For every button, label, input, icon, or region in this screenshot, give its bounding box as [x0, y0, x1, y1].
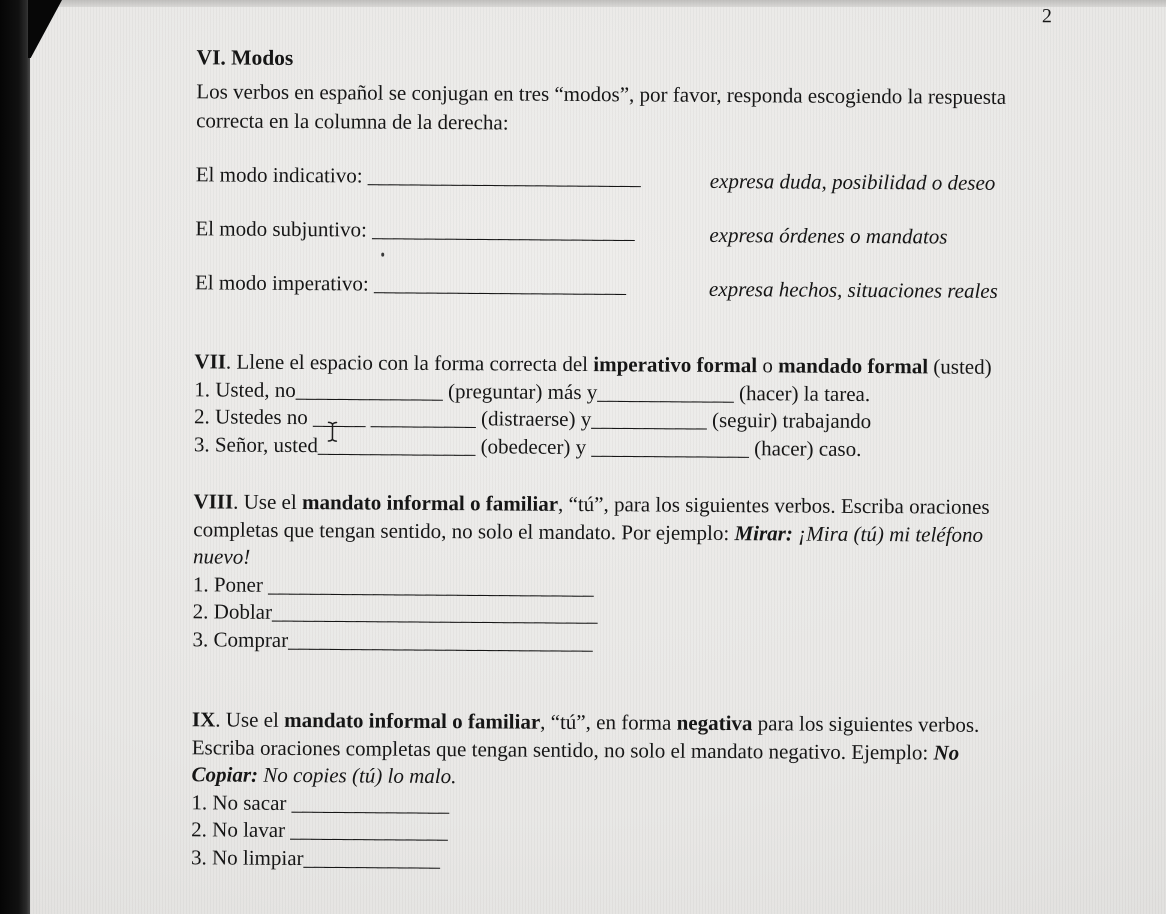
worksheet-item: [194, 431, 1032, 464]
blank-line[interactable]: __________________________: [367, 163, 641, 190]
text-segment: VIII: [193, 489, 234, 514]
text-segment: , “tú”, para los siguientes verbos. Escriba oraciones completas que tengan sentido, no solo el mandato. Por ejemplo:: [193, 491, 990, 545]
text-segment: o: [757, 353, 779, 378]
text-cursor-icon: [326, 421, 339, 442]
mode-row-imperativo: [195, 269, 1033, 302]
blank-line[interactable]: _______________________________: [268, 572, 594, 599]
text-segment: . Use el: [215, 707, 285, 732]
text-segment: 3. No limpiar: [190, 844, 304, 870]
mode-answer: expresa órdenes o mandatos: [709, 222, 948, 249]
text-segment: 1. Poner: [192, 571, 269, 597]
mode-row-indicativo: [196, 161, 1034, 194]
blank-line[interactable]: _______________: [591, 434, 749, 460]
page-number: 2: [1041, 5, 1052, 28]
text-segment: No Copiar:: [191, 739, 960, 787]
text-segment: 2. Doblar: [192, 599, 273, 624]
mode-row-subjuntivo: [195, 215, 1033, 248]
text-segment: No copies (tú) lo malo.: [258, 762, 457, 789]
text-segment: 1. No sacar: [191, 789, 292, 815]
text-segment: , “tú”, en forma: [540, 709, 677, 735]
text-segment: (usted): [928, 354, 992, 379]
text-segment: imperativo formal: [593, 352, 758, 378]
blank-line[interactable]: ___________: [591, 407, 707, 432]
text-segment: mandato informal o familiar: [284, 707, 541, 734]
section-ix: [191, 706, 1030, 877]
blank-line[interactable]: _____: [312, 405, 366, 430]
text-segment: mandato informal o familiar: [301, 490, 559, 516]
text-segment: (distraerse) y: [475, 406, 592, 432]
mode-answer: expresa hechos, situaciones reales: [708, 276, 998, 303]
blank-line[interactable]: _____________: [303, 845, 441, 871]
text-segment: 2. Ustedes no: [194, 404, 314, 430]
blank-line[interactable]: _____________: [597, 379, 734, 405]
blank-line[interactable]: ________________________: [373, 271, 627, 298]
section-viii-heading: [193, 488, 1032, 576]
worksheet-content: [191, 43, 1035, 877]
text-segment: ¡Mira (tú) mi teléfono nuevo!: [193, 520, 984, 569]
text-segment: VII: [194, 349, 227, 374]
text-segment: . Use el: [233, 489, 303, 515]
section-viii: [192, 488, 1031, 659]
text-segment: Mirar:: [734, 520, 793, 545]
blank-line[interactable]: _______________: [317, 432, 476, 458]
text-segment: 1. Usted, no: [194, 376, 296, 402]
text-segment: negativa: [676, 710, 753, 736]
blank-line[interactable]: _______________: [291, 790, 450, 816]
text-segment: (hacer) la tarea.: [733, 380, 871, 406]
section-vi-title: VI. Modos: [196, 45, 294, 70]
blank-line[interactable]: _______________: [290, 817, 448, 844]
text-segment: (hacer) caso.: [748, 435, 862, 461]
text-segment: IX: [191, 707, 216, 732]
blank-line[interactable]: ______________: [295, 377, 443, 403]
blank-line[interactable]: _____________________________: [288, 627, 593, 654]
text-segment: (obedecer) y: [475, 433, 592, 459]
section-vi-intro: Los verbos en español se conjugan en tres “modos”, por favor, responda escogiendo la respuesta correcta en la columna de la derecha:: [196, 79, 1007, 134]
text-segment: (seguir) trabajando: [706, 407, 872, 434]
mode-label: El modo imperativo:: [194, 270, 375, 296]
worksheet-item: [192, 626, 1030, 659]
mode-label: El modo subjuntivo:: [195, 216, 373, 242]
text-segment: mandado formal: [778, 353, 929, 379]
text-segment: 2. No lavar: [191, 817, 291, 842]
section-ix-heading: [191, 706, 1030, 794]
text-segment: para los siguientes verbos. Escriba oraciones completas que tengan sentido, no solo el mandato negativo. Ejemplo:: [191, 711, 980, 764]
text-segment: (preguntar) más y: [442, 378, 598, 404]
ink-speck: [381, 253, 384, 257]
section-vii: [194, 348, 1033, 464]
blank-line[interactable]: _______________________________: [271, 599, 598, 627]
blank-line[interactable]: __________: [370, 405, 476, 431]
blank-line[interactable]: _________________________: [372, 217, 635, 244]
mode-label: El modo indicativo:: [195, 162, 368, 188]
text-segment: 3. Señor, usted: [193, 431, 318, 457]
text-segment: . Llene el espacio con la forma correcta del: [225, 349, 594, 377]
mode-answer: expresa duda, posibilidad o deseo: [709, 168, 996, 195]
worksheet-item: [191, 844, 1029, 877]
screen-left-bezel: [0, 0, 30, 914]
text-segment: 3. Comprar: [192, 626, 289, 652]
